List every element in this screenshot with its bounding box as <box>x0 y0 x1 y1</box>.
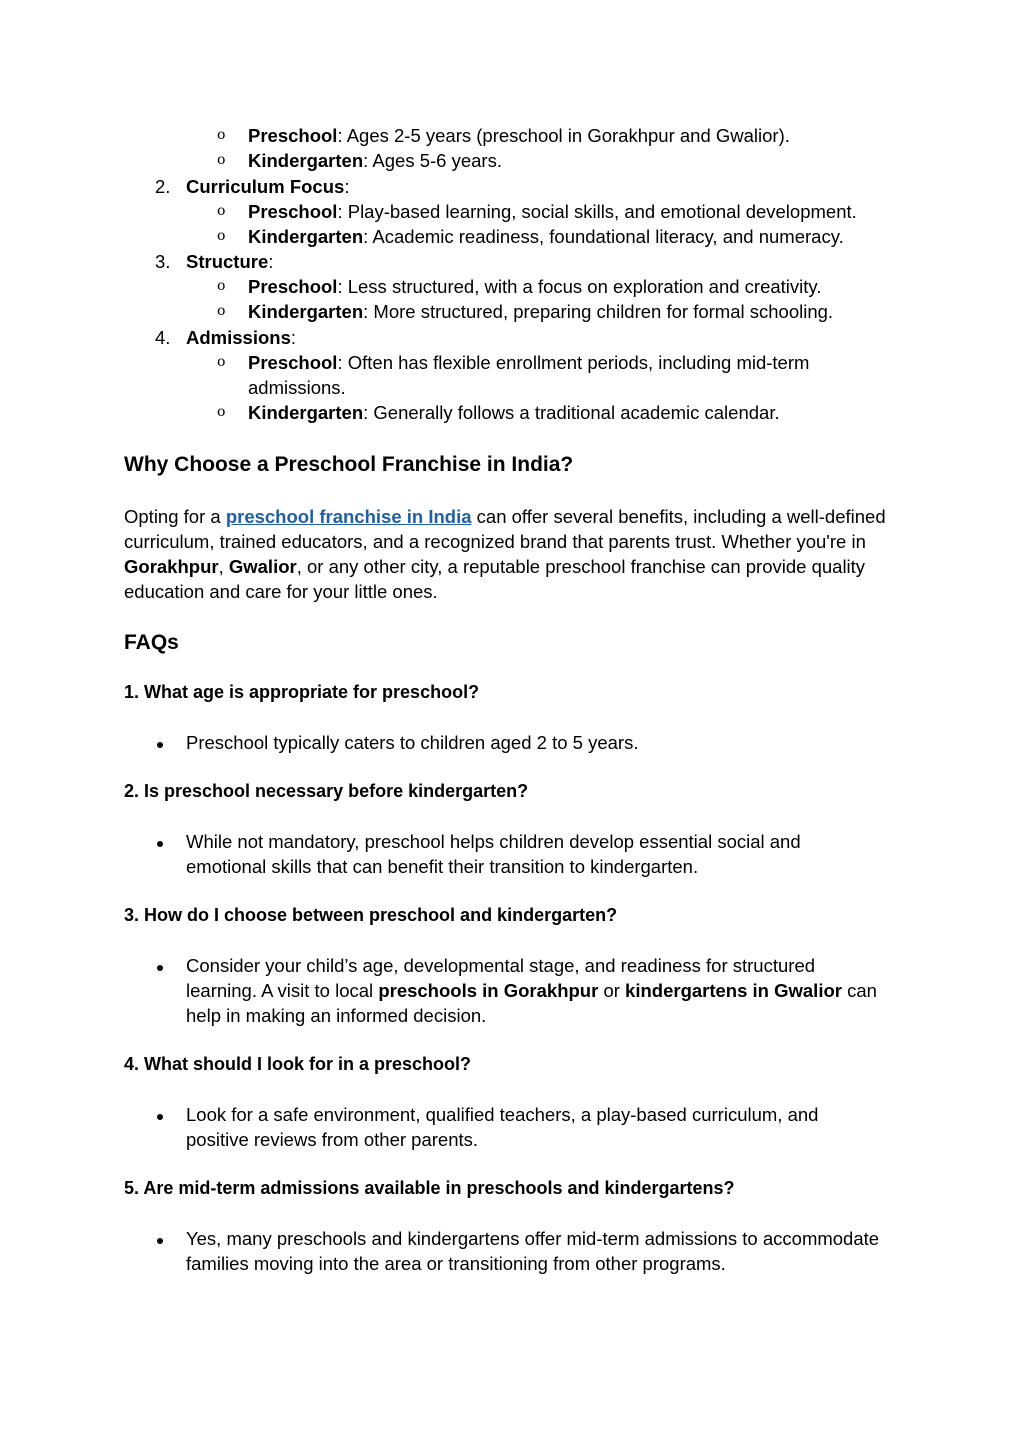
sub-bullet-marker: o <box>217 152 226 168</box>
sub-item-text: : Play-based learning, social skills, and emotional development. <box>337 201 857 222</box>
sub-item-text-continued: admissions. <box>248 377 346 398</box>
sub-item-text: : Academic readiness, foundational literacy, and numeracy. <box>363 226 844 247</box>
why-paragraph-line3 <box>124 554 865 579</box>
sub-item-preschool-admissions <box>248 350 809 375</box>
term-kindergarten: Kindergarten <box>248 402 364 423</box>
list-item-structure <box>186 249 273 274</box>
list-number: 3. <box>155 251 171 272</box>
faq-answer-3-line2 <box>186 978 877 1003</box>
term-kindergarten: Kindergarten <box>248 150 364 171</box>
sub-bullet-marker: o <box>217 228 226 244</box>
sub-bullet-marker: o <box>217 354 226 370</box>
colon: : <box>344 176 350 197</box>
list-item-admissions <box>186 325 296 350</box>
answer-text: can <box>841 980 877 1001</box>
faq-question-5: 5. Are mid-term admissions available in preschools and kindergartens? <box>124 1178 735 1198</box>
sub-item-text: : Generally follows a traditional academic calendar. <box>363 402 780 423</box>
faq-question-3: 3. How do I choose between preschool and kindergarten? <box>124 905 618 925</box>
sub-item-kindergarten-admissions <box>248 400 780 425</box>
colon: : <box>268 251 274 272</box>
sub-item-kindergarten-curriculum <box>248 224 844 249</box>
list-item-title: Structure <box>186 251 269 272</box>
faq-answer-2-line2: emotional skills that can benefit their transition to kindergarten. <box>186 856 699 877</box>
paragraph-text: can offer several benefits, including a well-defined <box>471 506 886 527</box>
term-preschool: Preschool <box>248 276 338 297</box>
sub-bullet-marker: o <box>217 404 226 420</box>
term-kindergarten: Kindergarten <box>248 301 364 322</box>
city-gwalior: Gwalior <box>228 556 297 577</box>
sub-item-preschool-structure <box>248 274 821 299</box>
sub-bullet-marker: o <box>217 127 226 143</box>
why-paragraph-line2: curriculum, trained educators, and a recognized brand that parents trust. Whether you're in <box>124 531 866 552</box>
answer-text: learning. A visit to local <box>186 980 379 1001</box>
faq-question-1: 1. What age is appropriate for preschool? <box>124 682 480 702</box>
preschools-gorakhpur-emphasis: preschools in Gorakhpur <box>378 980 599 1001</box>
term-preschool: Preschool <box>248 201 338 222</box>
bullet-dot <box>157 1114 163 1120</box>
sub-bullet-marker: o <box>217 203 226 219</box>
faq-answer-4-line2: positive reviews from other parents. <box>186 1129 479 1150</box>
city-gorakhpur: Gorakhpur <box>124 556 219 577</box>
bullet-dot <box>157 1238 163 1244</box>
kindergartens-gwalior-emphasis: kindergartens in Gwalior <box>625 980 842 1001</box>
list-item-title: Curriculum Focus <box>186 176 345 197</box>
sub-bullet-marker: o <box>217 303 226 319</box>
sub-bullet-marker: o <box>217 278 226 294</box>
why-paragraph-line1 <box>124 504 886 529</box>
faq-answer-2-line1: While not mandatory, preschool helps children develop essential social and <box>186 831 801 852</box>
sub-item-preschool-ages <box>248 123 790 148</box>
why-paragraph-line4: education and care for your little ones. <box>124 581 438 602</box>
list-item-title: Admissions <box>186 327 291 348</box>
bullet-dot <box>157 965 163 971</box>
faq-answer-5-line1: Yes, many preschools and kindergartens offer mid-term admissions to accommodate <box>186 1228 880 1249</box>
list-item-curriculum-focus <box>186 174 349 199</box>
sub-item-kindergarten-structure <box>248 299 833 324</box>
term-kindergarten: Kindergarten <box>248 226 364 247</box>
faq-answer-1: Preschool typically caters to children aged 2 to 5 years. <box>186 732 639 753</box>
why-choose-heading: Why Choose a Preschool Franchise in India? <box>124 453 574 476</box>
faq-answer-3-line1: Consider your child’s age, developmental stage, and readiness for structured <box>186 955 816 976</box>
colon: : <box>290 327 296 348</box>
term-preschool: Preschool <box>248 125 338 146</box>
paragraph-text: , or any other city, a reputable preschool franchise can provide quality <box>296 556 866 577</box>
faq-answer-5-line2: families moving into the area or transitioning from other programs. <box>186 1253 726 1274</box>
faq-question-2: 2. Is preschool necessary before kindergarten? <box>124 781 529 801</box>
faq-question-4: 4. What should I look for in a preschool? <box>124 1054 472 1074</box>
paragraph-text: Opting for a <box>124 506 226 527</box>
sub-item-preschool-curriculum <box>248 199 857 224</box>
list-number: 2. <box>155 176 171 197</box>
sub-item-text: : Ages 5-6 years. <box>363 150 502 171</box>
faqs-heading: FAQs <box>124 631 179 654</box>
separator: , <box>218 556 229 577</box>
faq-answer-3-line3: help in making an informed decision. <box>186 1005 487 1026</box>
answer-text: or <box>598 980 626 1001</box>
bullet-dot <box>157 742 163 748</box>
term-preschool: Preschool <box>248 352 338 373</box>
bullet-dot <box>157 841 163 847</box>
sub-item-text: : Less structured, with a focus on exploration and creativity. <box>337 276 822 297</box>
sub-item-text: : Often has flexible enrollment periods, including mid-term <box>337 352 810 373</box>
sub-item-kindergarten-ages <box>248 148 502 173</box>
sub-item-text: : More structured, preparing children for formal schooling. <box>363 301 834 322</box>
preschool-franchise-link[interactable]: preschool franchise in India <box>225 506 472 527</box>
sub-item-text: : Ages 2-5 years (preschool in Gorakhpur and Gwalior). <box>337 125 790 146</box>
faq-answer-4-line1: Look for a safe environment, qualified teachers, a play-based curriculum, and <box>186 1104 819 1125</box>
list-number: 4. <box>155 327 171 348</box>
